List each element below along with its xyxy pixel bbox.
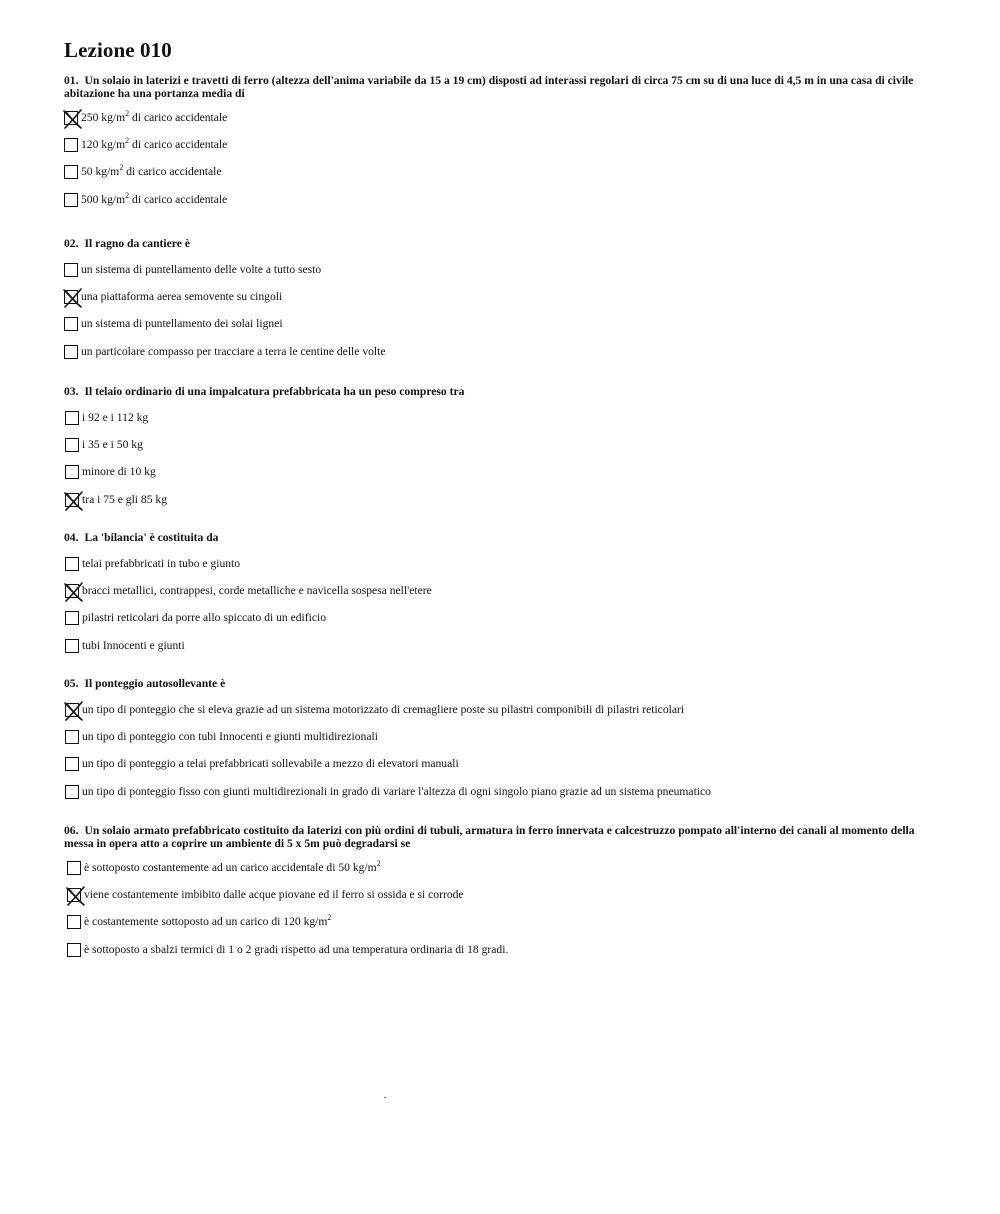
answer-text: i 92 e i 112 kg	[82, 411, 149, 425]
answer-option[interactable]	[64, 458, 924, 485]
answer-text: telai prefabbricati in tubo e giunto	[82, 557, 241, 571]
checkbox-unchecked[interactable]	[67, 915, 81, 929]
checkbox-unchecked[interactable]	[65, 438, 79, 452]
answer-label	[82, 785, 711, 798]
question-text	[64, 677, 924, 690]
checkbox-checked[interactable]	[64, 290, 78, 304]
answer-label	[82, 703, 684, 716]
handwritten-cross-mark-icon	[63, 490, 85, 512]
answer-text: 250 kg/m	[81, 111, 126, 125]
answer-text: un sistema di puntellamento dei solai lignei	[81, 317, 283, 331]
answer-option[interactable]	[64, 854, 924, 881]
answer-option[interactable]	[64, 908, 924, 935]
checkbox-unchecked[interactable]	[64, 193, 78, 207]
answer-option[interactable]	[64, 936, 924, 963]
answer-label	[81, 111, 227, 124]
checkbox-unchecked[interactable]	[64, 345, 78, 359]
checkbox-checked[interactable]	[65, 584, 79, 598]
checkbox-unchecked[interactable]	[67, 861, 81, 875]
handwritten-cross-mark-icon	[62, 108, 84, 130]
answer-option[interactable]	[64, 338, 924, 365]
answer-option[interactable]	[64, 604, 924, 631]
checkbox-unchecked[interactable]	[67, 943, 81, 957]
answer-label	[82, 411, 148, 424]
unit-superscript: 2	[125, 190, 130, 200]
checkbox-unchecked[interactable]	[65, 611, 79, 625]
answer-option[interactable]	[64, 283, 924, 310]
handwritten-cross-mark-icon	[63, 700, 85, 722]
question-prompt: Il telaio ordinario di una impalcatura prefabbricata ha un peso compreso tra	[84, 385, 465, 398]
answer-text: 50 kg/m	[81, 165, 120, 179]
checkbox-unchecked[interactable]	[64, 138, 78, 152]
answer-label	[82, 465, 156, 478]
checkbox-checked[interactable]	[65, 493, 79, 507]
question-number: 01.	[64, 74, 79, 87]
answer-text: un tipo di ponteggio con tubi Innocenti e giunti multidirezionali	[82, 730, 378, 744]
question-prompt: Un solaio in laterizi e travetti di ferro (altezza dell'anima variabile da 15 a 19 cm) disposti ad interassi regolari di circa 75 cm su di una luce di 4,5 m in una casa di civile abitazione ha una portanza media di	[64, 74, 914, 100]
answer-label	[82, 438, 143, 451]
answer-label	[82, 493, 167, 506]
answer-label	[84, 943, 508, 956]
question-number: 05.	[64, 677, 79, 690]
answer-text: un particolare compasso per tracciare a terra le centine delle volte	[81, 344, 386, 358]
answer-label	[82, 584, 432, 597]
answer-text: una piattaforma aerea semovente su cingoli	[81, 290, 283, 304]
question-number: 06.	[64, 824, 79, 837]
handwritten-cross-mark-icon	[62, 287, 84, 309]
answer-label	[82, 639, 185, 652]
checkbox-unchecked[interactable]	[65, 639, 79, 653]
answer-option[interactable]	[64, 310, 924, 337]
question-2	[64, 237, 924, 365]
question-1	[64, 74, 924, 213]
question-prompt: Il ponteggio autosollevante è	[84, 677, 226, 690]
question-text	[64, 237, 924, 250]
answer-label	[82, 730, 378, 743]
question-prompt: La 'bilancia' è costituita da	[84, 531, 219, 544]
question-prompt: Il ragno da cantiere è	[84, 237, 190, 250]
unit-superscript: 2	[376, 859, 381, 869]
answer-text: 120 kg/m	[81, 138, 126, 152]
question-number: 04.	[64, 531, 79, 544]
checkbox-unchecked[interactable]	[64, 263, 78, 277]
checkbox-checked[interactable]	[64, 111, 78, 125]
answer-option[interactable]	[64, 577, 924, 604]
answer-options	[64, 256, 924, 365]
checkbox-unchecked[interactable]	[65, 411, 79, 425]
answer-text-suffix: di carico accidentale	[129, 192, 228, 206]
question-text	[64, 385, 924, 398]
checkbox-checked[interactable]	[65, 703, 79, 717]
answer-text: 500 kg/m	[81, 192, 126, 206]
answer-text: i 35 e i 50 kg	[82, 438, 143, 452]
answer-label	[82, 557, 240, 570]
question-6	[64, 824, 924, 963]
answer-option[interactable]	[64, 431, 924, 458]
page-title: Lezione 010	[64, 38, 172, 62]
checkbox-unchecked[interactable]	[65, 465, 79, 479]
checkbox-unchecked[interactable]	[64, 317, 78, 331]
checkbox-checked[interactable]	[67, 888, 81, 902]
answer-option[interactable]	[64, 632, 924, 659]
scan-speck	[384, 1097, 386, 1099]
answer-text-suffix: di carico accidentale	[129, 111, 228, 125]
question-5	[64, 677, 924, 805]
unit-superscript: 2	[327, 913, 332, 923]
answer-option[interactable]	[64, 256, 924, 283]
answer-label	[84, 888, 464, 901]
answer-label	[84, 915, 331, 928]
checkbox-unchecked[interactable]	[64, 165, 78, 179]
answer-text: un tipo di ponteggio che si eleva grazie ad un sistema motorizzato di cremagliere poste su pilastri componibili di pilastri reticolari	[82, 703, 685, 717]
answer-options	[64, 854, 924, 963]
answer-text-suffix: di carico accidentale	[123, 165, 222, 179]
question-text	[64, 531, 924, 544]
answer-option[interactable]	[64, 186, 924, 213]
handwritten-cross-mark-icon	[65, 885, 87, 907]
question-text	[64, 74, 924, 100]
question-4	[64, 531, 924, 659]
answer-text: minore di 10 kg	[82, 465, 156, 479]
answer-text: è costantemente sottoposto ad un carico di 120 kg/m	[84, 915, 328, 929]
answer-option[interactable]	[64, 104, 924, 131]
answer-label	[82, 757, 459, 770]
answer-option[interactable]	[64, 131, 924, 158]
answer-options	[64, 696, 924, 805]
answer-text: tubi Innocenti e giunti	[82, 638, 185, 652]
answer-option[interactable]	[64, 486, 924, 513]
unit-superscript: 2	[125, 109, 130, 119]
answer-label	[81, 138, 227, 151]
answer-option[interactable]	[64, 696, 924, 723]
answer-text-suffix: di carico accidentale	[129, 138, 228, 152]
answer-option[interactable]	[64, 550, 924, 577]
unit-superscript: 2	[125, 136, 130, 146]
answer-text: bracci metallici, contrappesi, corde metalliche e navicella sospesa nell'etere	[82, 584, 432, 598]
answer-label	[84, 861, 381, 874]
answer-options	[64, 404, 924, 513]
answer-text: è sottoposto a sbalzi termici di 1 o 2 gradi rispetto ad una temperatura ordinaria di 18 gradi.	[84, 942, 509, 956]
checkbox-unchecked[interactable]	[65, 557, 79, 571]
answer-label	[81, 263, 321, 276]
answer-label	[81, 290, 282, 303]
answer-label	[81, 345, 386, 358]
checkbox-unchecked[interactable]	[65, 757, 79, 771]
answer-label	[81, 165, 222, 178]
answer-option[interactable]	[64, 881, 924, 908]
question-prompt: Un solaio armato prefabbricato costituito da laterizi con più ordini di tubuli, armatura in ferro innervata e calcestruzzo pompato all'interno dei canali al momento della messa in opera atto a coprire un ambiente di 5 x 5m può degradarsi se	[64, 824, 915, 850]
answer-text: è sottoposto costantemente ad un carico accidentale di 50 kg/m	[84, 861, 377, 875]
question-3	[64, 385, 924, 513]
unit-superscript: 2	[119, 163, 124, 173]
answer-text: viene costantemente imbibito dalle acque piovane ed il ferro si ossida e si corrode	[84, 888, 464, 902]
handwritten-cross-mark-icon	[63, 581, 85, 603]
answer-option[interactable]	[64, 158, 924, 185]
question-text	[64, 824, 924, 850]
answer-label	[81, 190, 228, 206]
answer-text: pilastri reticolari da porre allo spiccato di un edificio	[82, 611, 327, 625]
checkbox-unchecked[interactable]	[65, 785, 79, 799]
question-number: 03.	[64, 385, 79, 398]
answer-text: un tipo di ponteggio fisso con giunti multidirezionali in grado di variare l'altezza di ogni singolo piano grazie ad un sistema pneumatico	[82, 784, 711, 798]
answer-text: un tipo di ponteggio a telai prefabbricati sollevabile a mezzo di elevatori manuali	[82, 757, 459, 771]
answer-option[interactable]	[64, 404, 924, 431]
question-number: 02.	[64, 237, 79, 250]
answer-text: un sistema di puntellamento delle volte a tutto sesto	[81, 263, 322, 277]
answer-label	[82, 611, 326, 624]
answer-label	[81, 317, 283, 330]
answer-option[interactable]	[64, 750, 924, 777]
answer-text: tra i 75 e gli 85 kg	[82, 492, 168, 506]
answer-option[interactable]	[64, 723, 924, 750]
checkbox-unchecked[interactable]	[65, 730, 79, 744]
answer-option[interactable]	[64, 778, 924, 805]
answer-options	[64, 104, 924, 213]
answer-options	[64, 550, 924, 659]
